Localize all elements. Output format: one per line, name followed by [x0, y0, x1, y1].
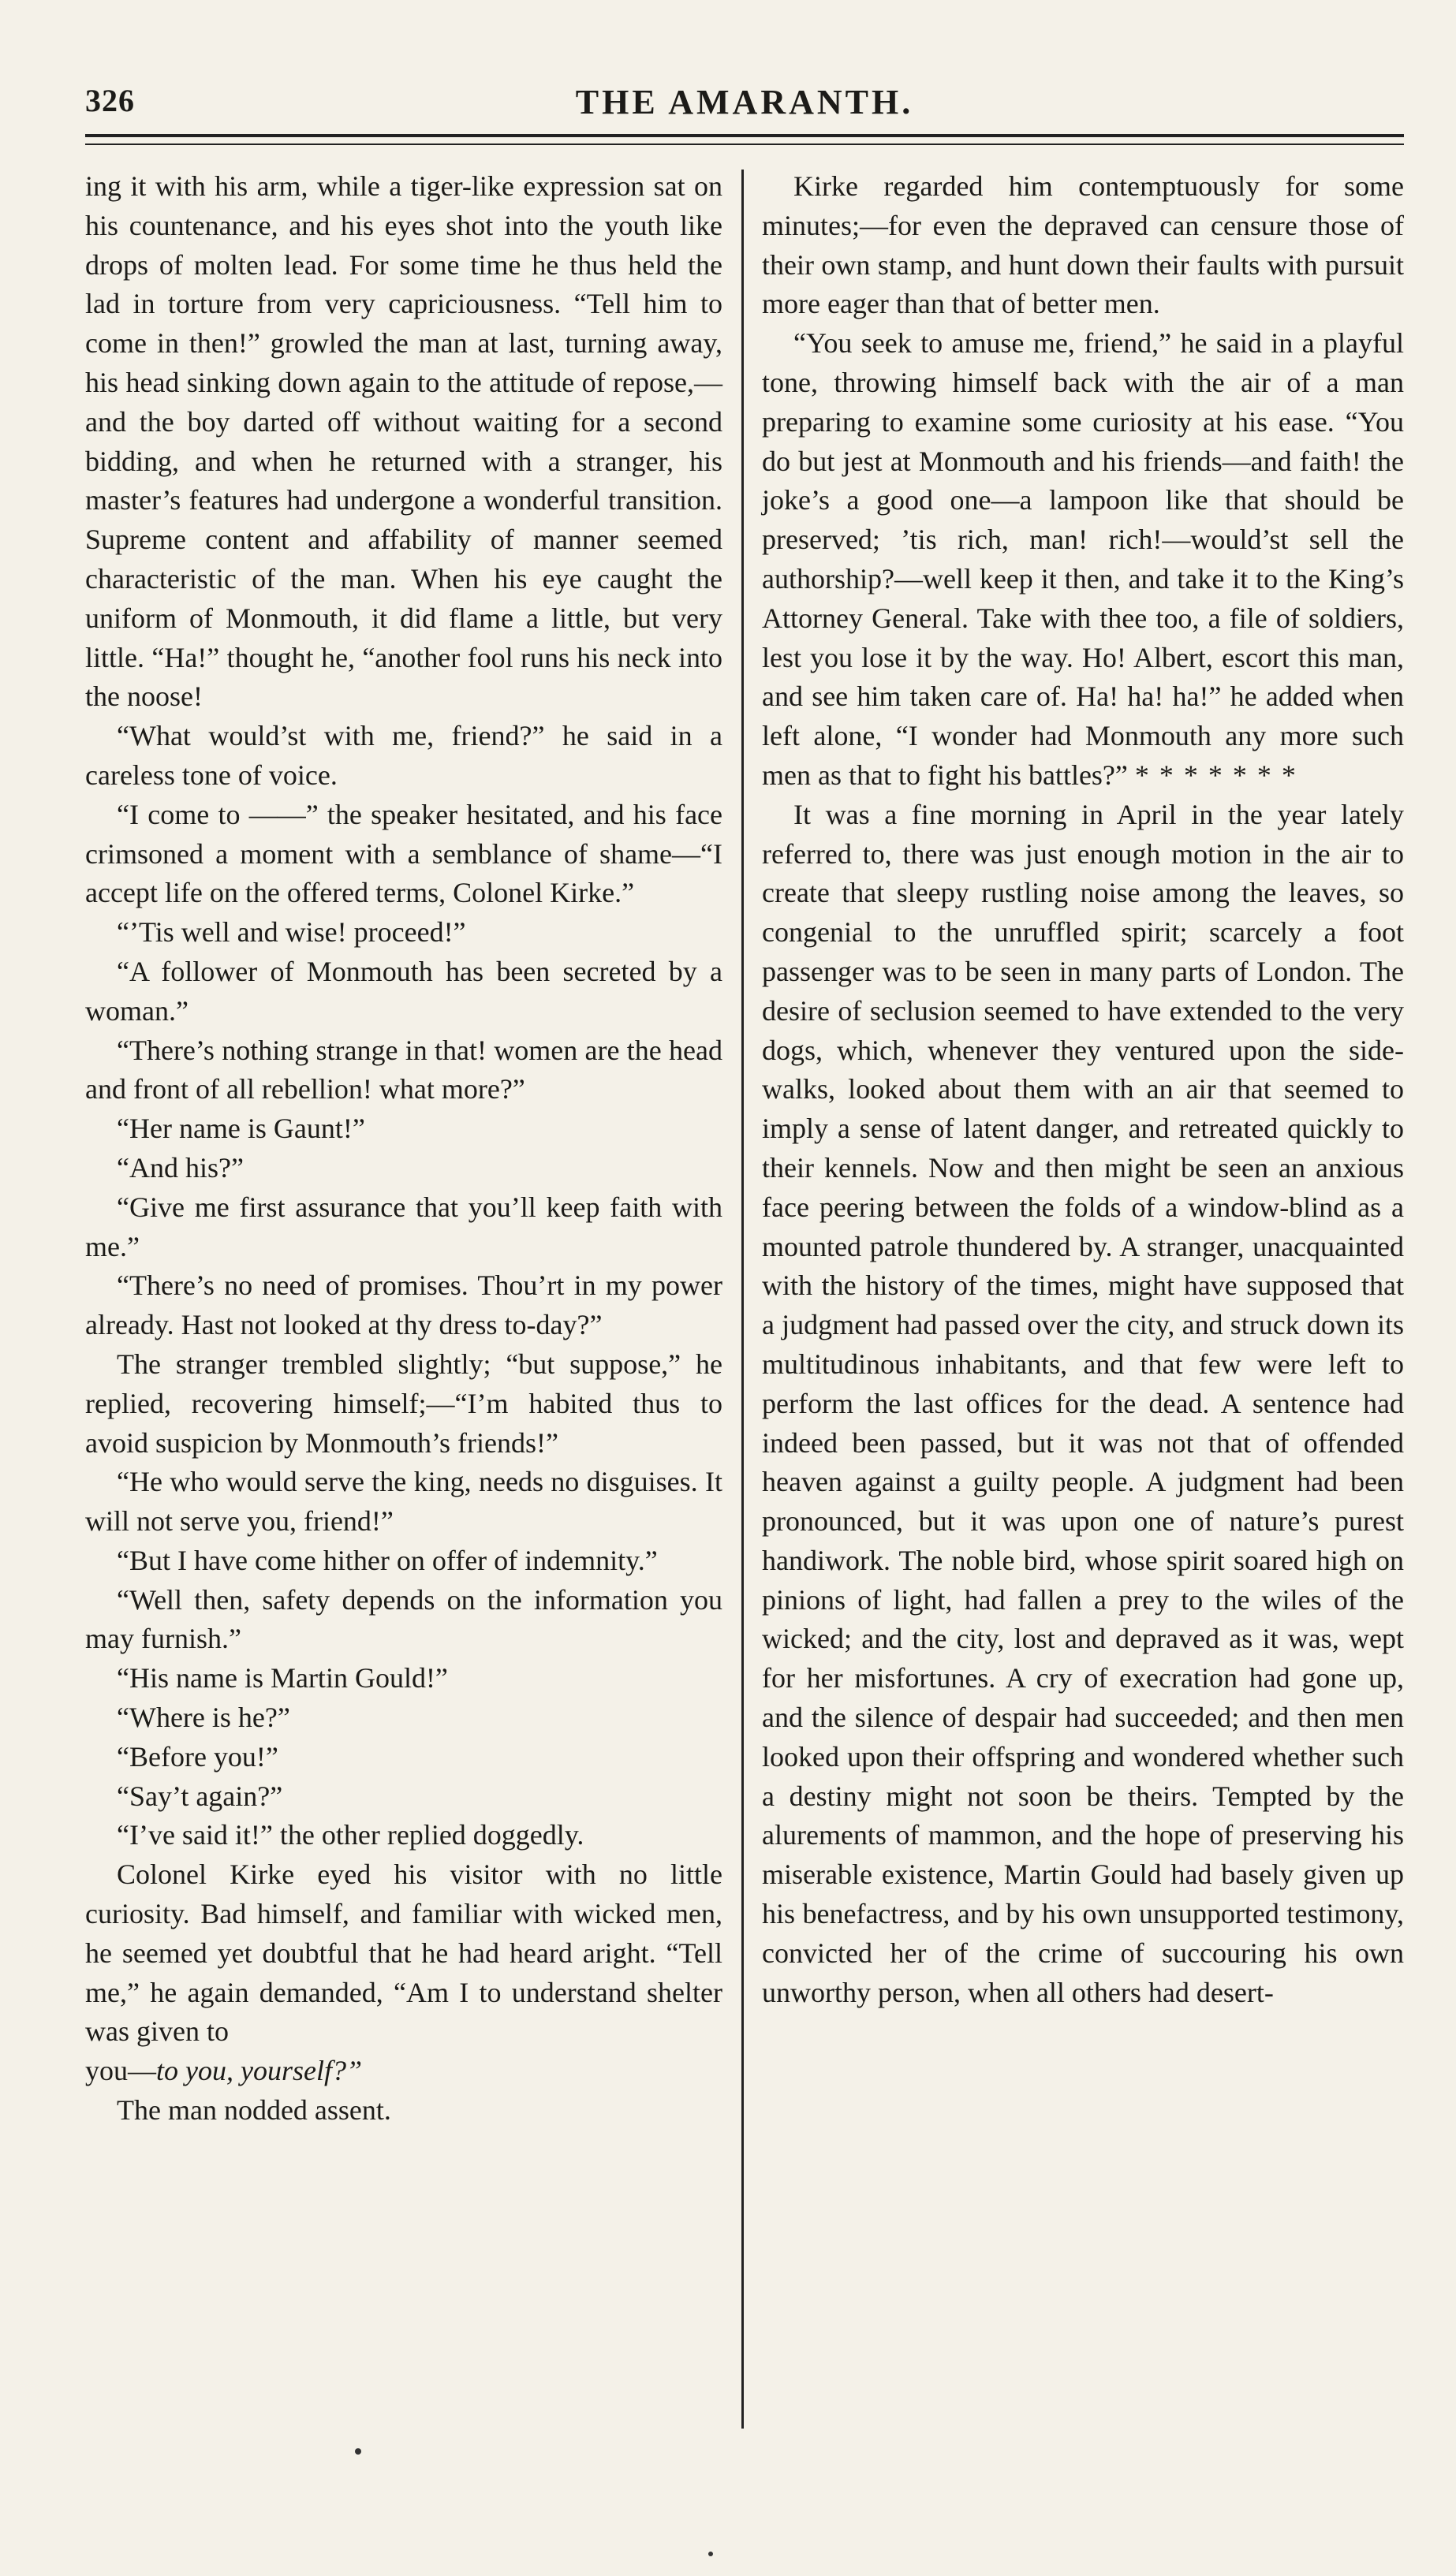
running-header [85, 82, 1404, 129]
paragraph: “His name is Martin Gould!” [117, 1662, 448, 1694]
column-divider [741, 170, 744, 2429]
paragraph [762, 324, 1404, 796]
paragraph: “Her name is Gaunt!” [117, 1113, 365, 1145]
left-column [85, 167, 722, 2131]
paragraph: The man nodded assent. [117, 2094, 391, 2127]
print-speck [708, 2552, 713, 2556]
italic-text: to you, yourself?” [156, 2055, 362, 2087]
paragraph: “Say’t again?” [117, 1780, 283, 1812]
paragraph-continuation [85, 2052, 722, 2091]
page-number: 326 [85, 83, 135, 118]
paragraph-text: “You seek to amuse me, friend,” he said in a playful tone, throwing himself back with the air of a man preparing to examine some curiosity at his ease. “You do but jest at Monmouth and his friends—and faith! the joke’s a good one—a lampoon like that should be preserved; ’tis rich, man! rich!—would’st sell the authorship?—well keep it then, and take it to the King’s Attorney General. Take with thee too, a file of soldiers, lest you lose it by the way. Ho! Albert, escort this man, and see him taken care of. Ha! ha! ha!” he added when left alone, “I wonder had Monmouth any more such men as that to fight his battles?” [762, 327, 1404, 791]
paragraph: “And his?” [117, 1151, 244, 1184]
paragraph: “Where is he?” [117, 1702, 290, 1734]
plain-text: you— [85, 2055, 156, 2087]
paragraph: “Well then, safety depends on the information you may furnish.” [85, 1583, 722, 1655]
running-title: THE AMARANTH. [575, 83, 914, 121]
paragraph: ing it with his arm, while a tiger-like expression sat on his countenance, and his eyes shot into the youth like drops of molten lead. For some time he thus held the lad in torture from very capriciousness. “Tell him to come in then!” growled the man at last, turning away, his head sinking down again to the attitude of repose,—and the boy darted off without waiting for a second bidding, and when he returned with a stranger, his master’s features had undergone a wonderful transition. Supreme content and affability of manner seemed characteristic of the man. When his eye caught the uniform of Monmouth, it did flame a little, but very little. “Ha!” thought he, “another fool runs his neck into the noose! [85, 170, 722, 713]
paragraph: “There’s no need of promises. Thou’rt in my power already. Hast not looked at thy dress to-day?” [85, 1269, 722, 1341]
paragraph: It was a fine morning in April in the year lately referred to, there was just enough motion in the air to create that sleepy rustling noise among the leaves, so congenial to the unruffled spirit; scarcely a foot passenger was to be seen in many parts of London. The desire of seclusion seemed to have extended to the very dogs, which, whenever they ventured upon the side-walks, looked about them with an air that seemed to imply a sense of latent danger, and retreated quickly to their kennels. Now and then might be seen an anxious face peering between the folds of a window-blind as a mounted patrole thundered by. A stranger, unacquainted with the history of the times, might have supposed that a judgment had passed over the city, and struck down its multitudinous inhabitants, and that few were left to perform the last offices for the dead. A sentence had indeed been passed, but it was not that of offended heaven against a guilty people. A judgment had been pronounced, but it was upon one of nature’s purest handiwork. The noble bird, whose spirit soared high on pinions of light, had fallen a prey to the wiles of the wicked; and the city, lost and depraved as it was, wept for her misfortunes. A cry of execration had gone up, and the silence of despair had succeeded; and then men looked upon their offspring and wondered whether such a destiny might not soon be theirs. Tempted by the alurements of mammon, and the hope of preserving his miserable existence, Martin Gould had basely given up his benefactress, and by his own unsupported testimony, convicted her of the crime of succouring his own unworthy person, when all others had desert- [762, 798, 1404, 2008]
print-speck [355, 2448, 361, 2455]
paragraph: Colonel Kirke eyed his visitor with no little curiosity. Bad himself, and familiar with wicked men, he seemed yet doubtful that he had heard aright. “Tell me,” he again demanded, “Am I to understand shelter was given to [85, 1858, 722, 2048]
paragraph: “I’ve said it!” the other replied doggedly. [117, 1819, 584, 1851]
right-column [762, 167, 1404, 2012]
paragraph: “A follower of Monmouth has been secreted by a woman.” [85, 955, 722, 1027]
paragraph: “What would’st with me, friend?” he said in a careless tone of voice. [85, 720, 722, 791]
paragraph: “Give me first assurance that you’ll keep faith with me.” [85, 1191, 722, 1262]
header-rule-thin [85, 144, 1404, 145]
paragraph: Kirke regarded him contemptuously for some minutes;—for even the depraved can censure those of their own stamp, and hunt down their faults with pursuit more eager than that of better men. [762, 170, 1404, 320]
paragraph: “Before you!” [117, 1740, 278, 1773]
paragraph: “’Tis well and wise! proceed!” [117, 916, 466, 949]
paragraph: “But I have come hither on offer of indemnity.” [117, 1544, 658, 1576]
paragraph: “He who would serve the king, needs no disguises. It will not serve you, friend!” [85, 1466, 722, 1538]
paragraph: “I come to ——” the speaker hesitated, and his face crimsoned a moment with a semblance of shame—“I accept life on the offered terms, Colonel Kirke.” [85, 798, 722, 909]
section-break: * * * * * * * [1134, 759, 1297, 791]
paragraph: “There’s nothing strange in that! women are the head and front of all rebellion! what more?” [85, 1034, 722, 1105]
header-rule-thick [85, 134, 1404, 137]
paragraph: The stranger trembled slightly; “but suppose,” he replied, recovering himself;—“I’m habited thus to avoid suspicion by Monmouth’s friends!” [85, 1348, 722, 1459]
